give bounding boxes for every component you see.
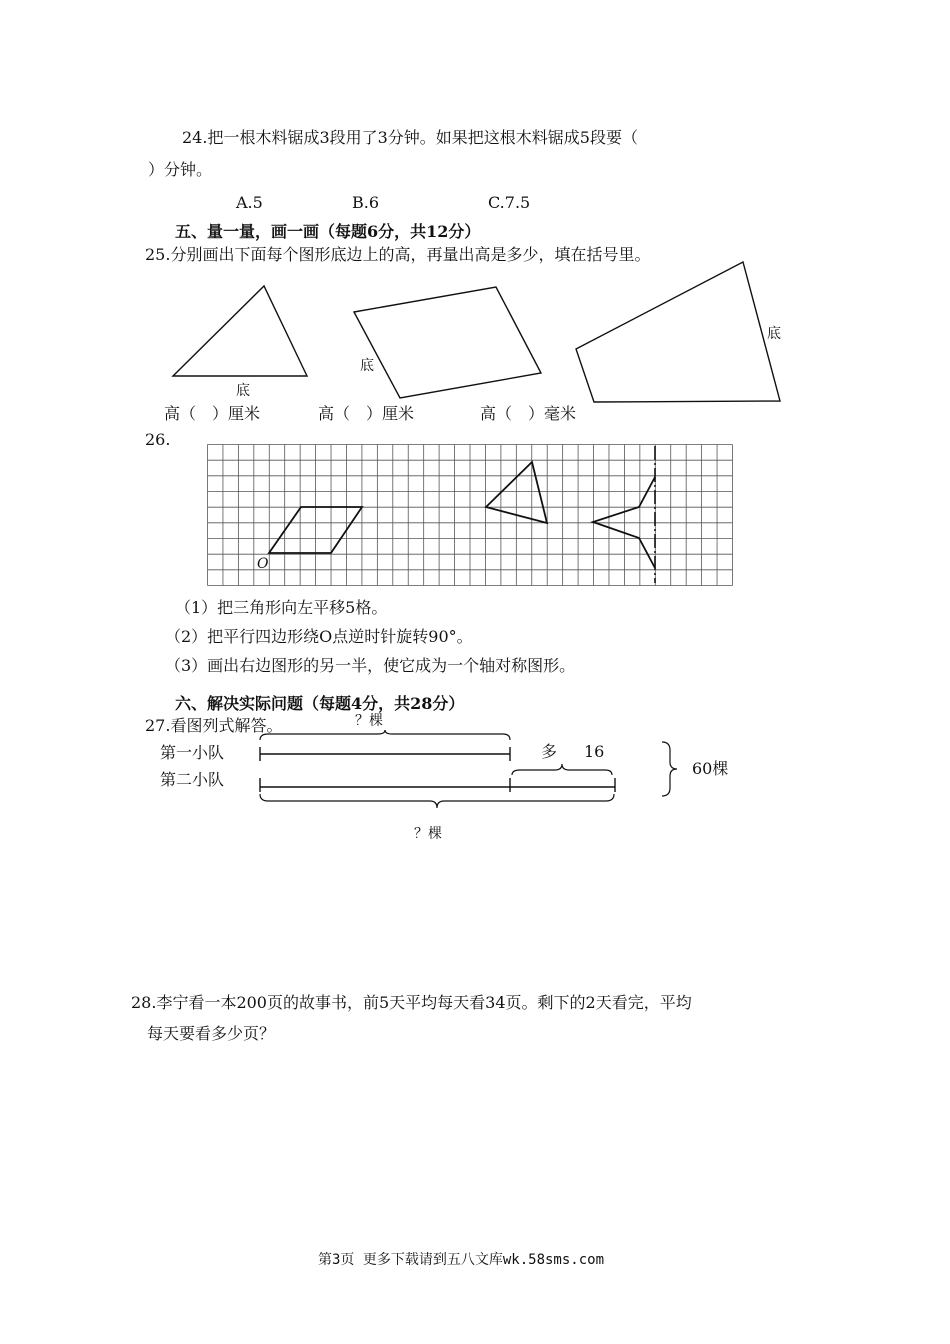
q27-bar-diagram xyxy=(0,730,950,830)
q28-line2: 每天要看多少页？ xyxy=(147,1024,276,1043)
page-footer: 第3页 更多下载请到五八文库wk.58sms.com xyxy=(318,1252,605,1268)
top-brace xyxy=(260,730,510,740)
q26-figures xyxy=(0,440,950,590)
bottom-unknown-label: ？棵 xyxy=(414,826,442,842)
q24-line1: 24.把一根木料锯成3段用了3分钟。如果把这根木料锯成5段要（ xyxy=(182,128,638,147)
q26-task-2: （2）把平行四边形绕O点逆时针旋转90°。 xyxy=(165,627,473,646)
section6-title: 六、解决实际问题（每题4分，共28分） xyxy=(175,694,465,713)
extra-brace xyxy=(512,764,612,775)
triangle-base-label: 底 xyxy=(236,383,250,399)
more-label: 多 xyxy=(541,742,558,761)
q25-answer-3: 高（ ）毫米 xyxy=(480,404,577,423)
q25-figures xyxy=(0,0,950,430)
q26-task-3: （3）画出右边图形的另一半，使它成为一个轴对称图形。 xyxy=(165,656,576,675)
point-o-label: O xyxy=(257,556,269,572)
q24-option-b: B.6 xyxy=(352,193,380,212)
trapezoid-figure xyxy=(576,262,780,402)
q25-text: 25.分别画出下面每个图形底边上的高，再量出高是多少，填在括号里。 xyxy=(145,245,651,264)
grid-parallelogram xyxy=(269,507,362,553)
team1-label: 第一小队 xyxy=(160,743,225,762)
grid-triangle xyxy=(486,462,547,523)
trapezoid-base-label: 底 xyxy=(767,326,781,342)
total-label: 60棵 xyxy=(692,759,729,778)
parallelogram-base-label: 底 xyxy=(360,358,374,374)
parallelogram-figure xyxy=(354,287,541,398)
half-figure xyxy=(593,477,655,568)
triangle-figure xyxy=(173,286,307,376)
top-unknown-label: ？棵 xyxy=(355,713,383,729)
section5-title: 五、量一量，画一画（每题6分，共12分） xyxy=(175,222,481,241)
total-brace xyxy=(662,742,677,796)
q24-option-a: A.5 xyxy=(236,193,263,212)
bottom-brace xyxy=(260,794,614,808)
team2-label: 第二小队 xyxy=(160,770,225,789)
more-value: 16 xyxy=(584,742,605,761)
q24-option-c: C.7.5 xyxy=(488,193,531,212)
q25-answer-2: 高（ ）厘米 xyxy=(318,404,415,423)
q28-line1: 28.李宁看一本200页的故事书，前5天平均每天看34页。剩下的2天看完，平均 xyxy=(131,993,692,1012)
q24-line2: ）分钟。 xyxy=(148,160,213,179)
q26-number: 26. xyxy=(145,430,171,449)
q25-answer-1: 高（ ）厘米 xyxy=(164,404,261,423)
q27-text: 27.看图列式解答。 xyxy=(145,716,283,735)
q26-task-1: （1）把三角形向左平移5格。 xyxy=(175,598,388,617)
